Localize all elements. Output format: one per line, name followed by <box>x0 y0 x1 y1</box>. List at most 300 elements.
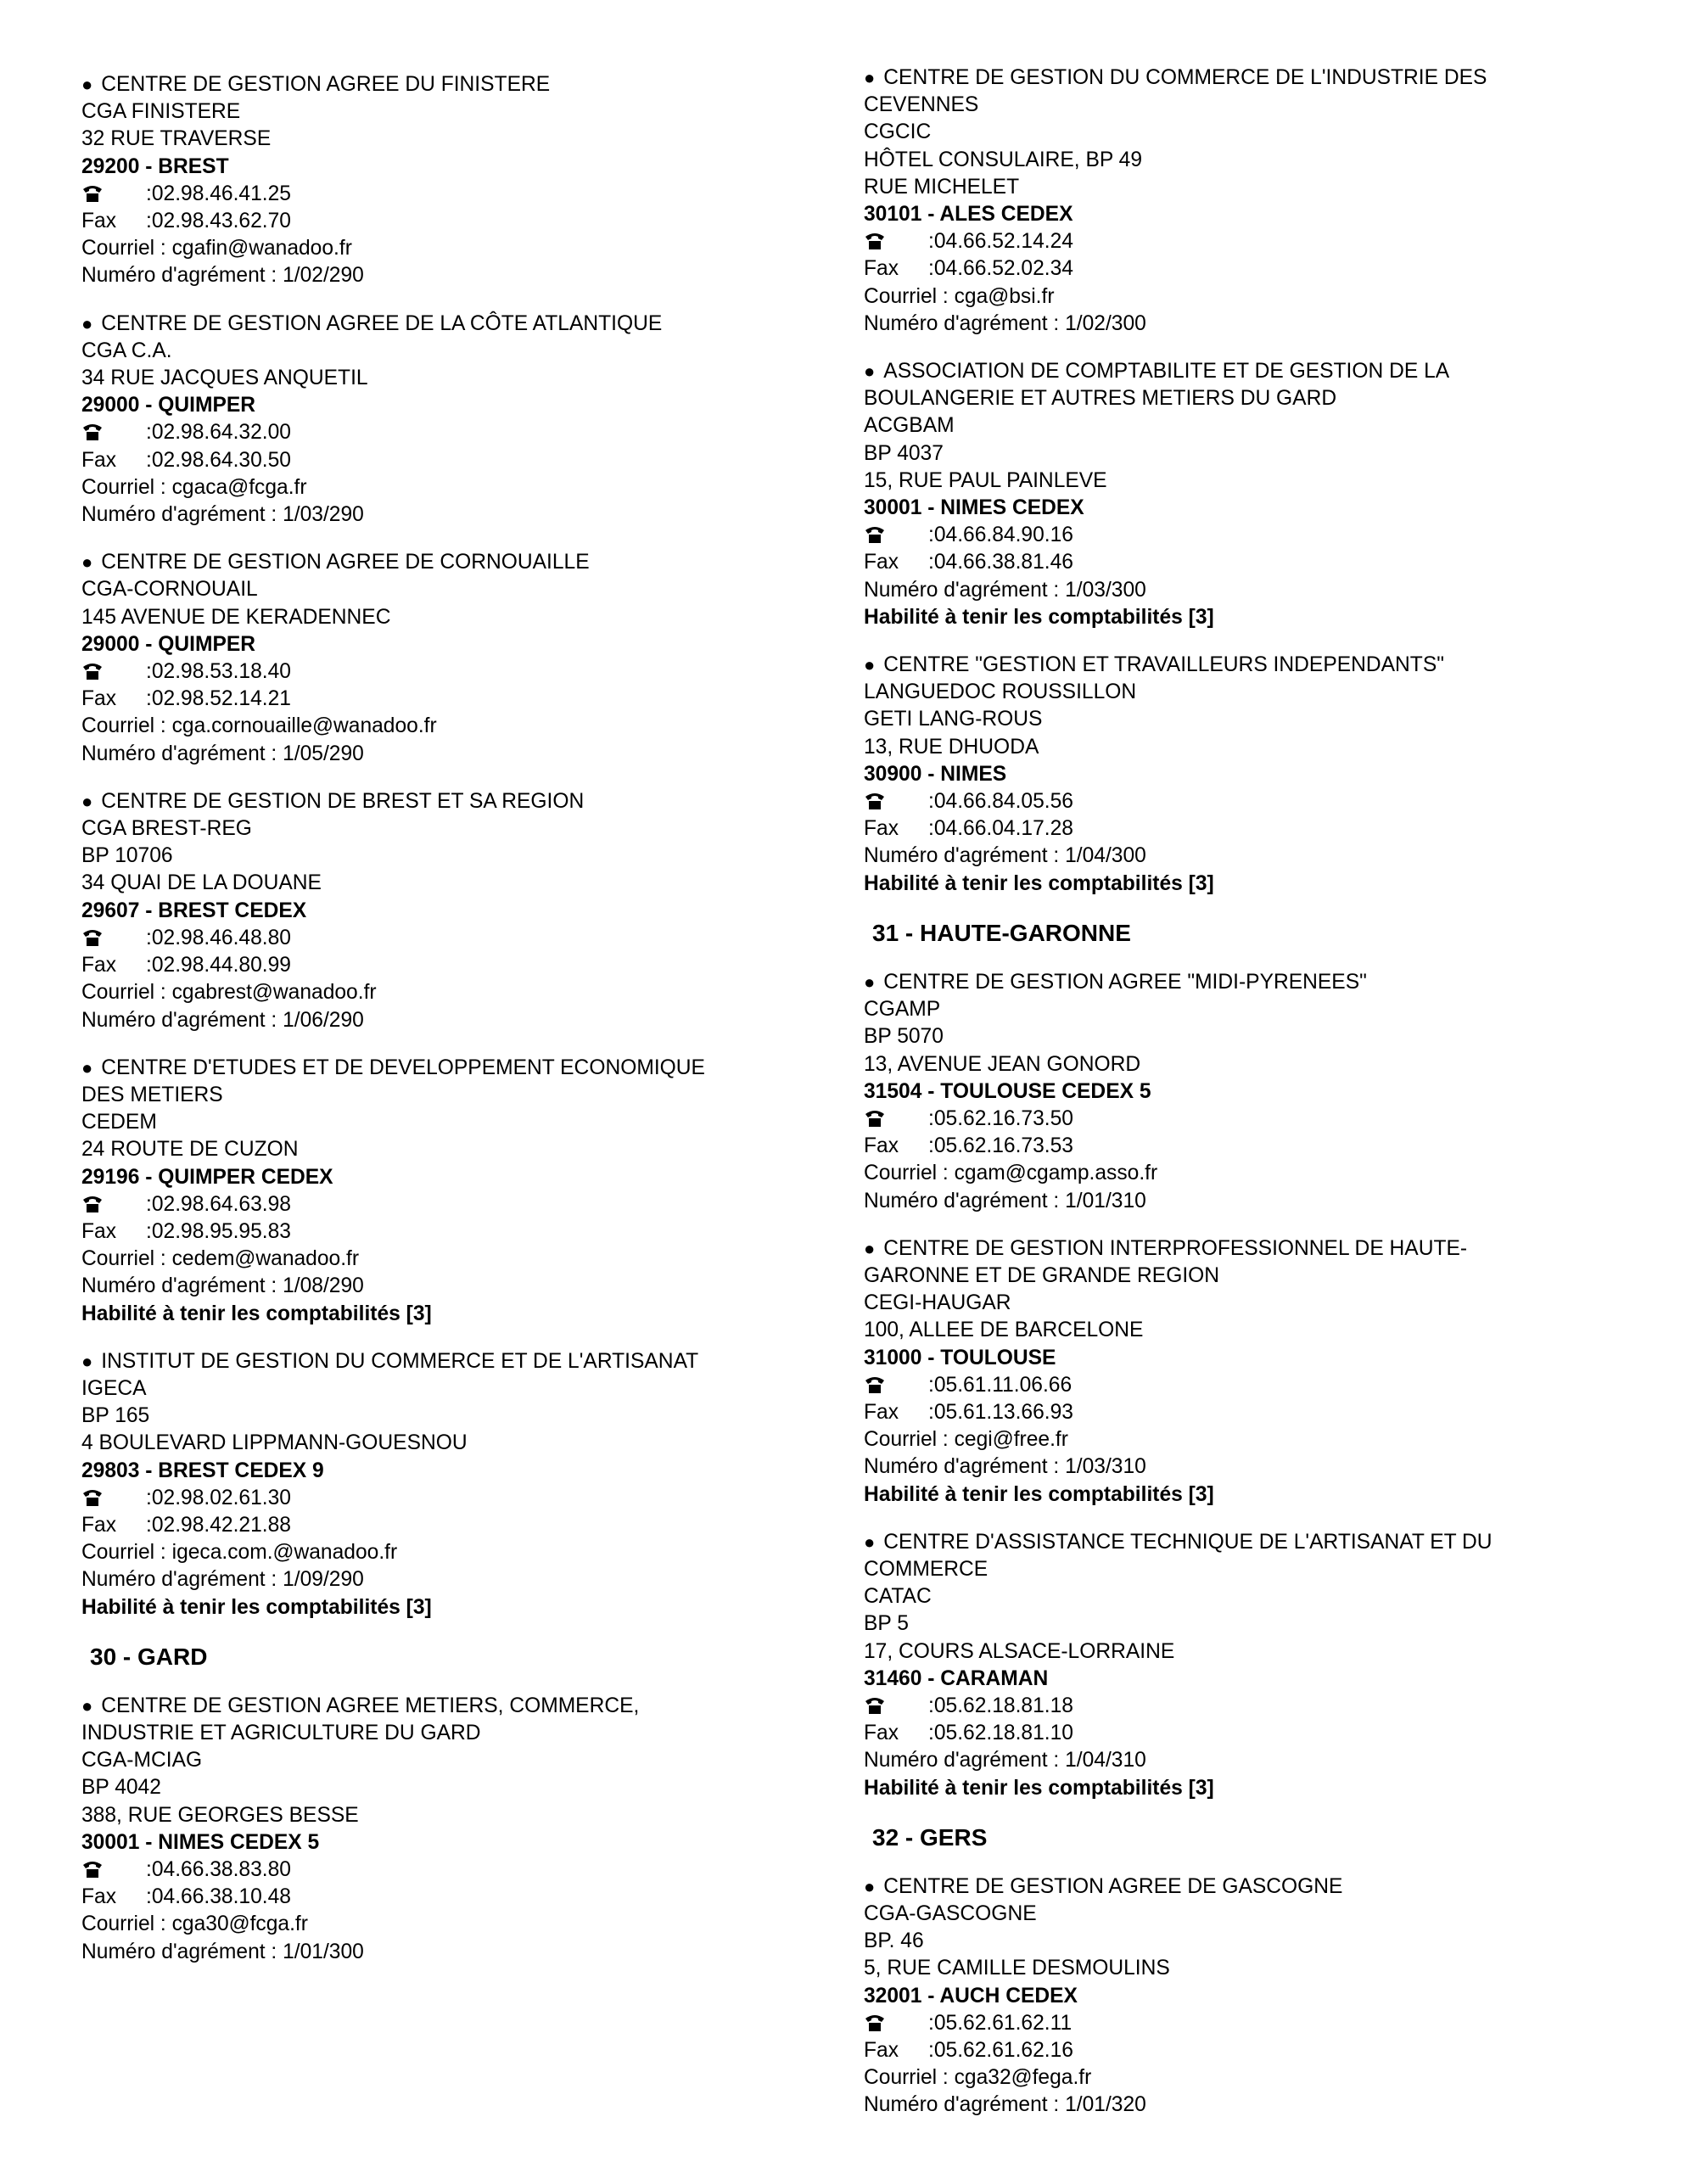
postal-city: 30101 - ALES CEDEX <box>864 203 1073 227</box>
email-address[interactable]: cgam@cgamp.asso.fr <box>954 1162 1158 1185</box>
email-row <box>81 1911 845 1938</box>
separator: : <box>928 524 934 547</box>
agrement-row <box>864 1453 1627 1481</box>
postal-city: 29200 - BREST <box>81 154 229 178</box>
agrement-label: Numéro d'agrément : <box>864 844 1066 868</box>
email-label: Courriel : <box>81 1247 172 1271</box>
address-line: CGA C.A. <box>81 339 172 362</box>
email-address[interactable]: cga@bsi.fr <box>954 284 1055 308</box>
agrement-number: 1/02/300 <box>1065 311 1146 335</box>
fax-number: 04.66.52.02.34 <box>933 257 1073 281</box>
entry-name <box>81 549 845 576</box>
separator: : <box>928 790 934 814</box>
address-line: CGA-MCIAG <box>81 1749 203 1772</box>
postal-city: 29607 - BREST CEDEX <box>81 899 307 922</box>
agrement-label: Numéro d'agrément : <box>81 1940 283 1963</box>
address-line: GETI LANG-ROUS <box>864 708 1043 731</box>
phone-number: 05.62.18.81.18 <box>933 1694 1073 1717</box>
email-address[interactable]: cgaca@fcga.fr <box>171 475 307 499</box>
entry-name <box>81 71 845 98</box>
email-row <box>81 1246 845 1273</box>
fax-label: Fax <box>864 1400 899 1424</box>
phone-row <box>864 1106 1627 1133</box>
separator: : <box>146 660 152 684</box>
email-address[interactable]: cegi@free.fr <box>954 1428 1068 1452</box>
agrement-number: 1/03/290 <box>283 503 364 527</box>
bullet-icon: ● <box>864 1531 876 1553</box>
agrement-number: 1/01/310 <box>1065 1189 1146 1212</box>
fax-label: Fax <box>81 1885 116 1909</box>
address-line: 100, ALLEE DE BARCELONE <box>864 1319 1144 1342</box>
address-line: BP 5 <box>864 1612 909 1636</box>
postal-city: 29803 - BREST CEDEX 9 <box>81 1459 324 1482</box>
directory-entry <box>864 1529 1627 1802</box>
fax-label: Fax <box>864 257 899 281</box>
postal-city: 31504 - TOULOUSE CEDEX 5 <box>864 1079 1151 1103</box>
agrement-label: Numéro d'agrément : <box>81 503 283 527</box>
entry-name-continued: COMMERCE <box>864 1557 989 1581</box>
entry-name-continued: DES METIERS <box>81 1083 223 1106</box>
agrement-row <box>81 262 845 289</box>
separator: : <box>928 257 934 281</box>
fax-row <box>864 1720 1627 1747</box>
fax-label: Fax <box>864 817 899 841</box>
right-column <box>864 64 1627 2140</box>
agrement-row <box>864 843 1627 870</box>
entry-name <box>81 311 845 338</box>
email-row <box>864 283 1627 311</box>
agrement-label: Numéro d'agrément : <box>864 311 1066 335</box>
address-line: 388, RUE GEORGES BESSE <box>81 1803 359 1827</box>
entry-name <box>81 1693 845 1720</box>
agrement-number: 1/03/300 <box>1065 578 1146 602</box>
agrement-row <box>864 577 1627 604</box>
separator: : <box>146 210 152 233</box>
agrement-label: Numéro d'agrément : <box>864 1749 1066 1772</box>
email-address[interactable]: igeca.com.@wanadoo.fr <box>171 1541 398 1565</box>
address-line: BP. 46 <box>864 1929 924 1953</box>
fax-number: 02.98.95.95.83 <box>151 1219 291 1243</box>
entry-name <box>864 358 1627 385</box>
telephone-icon <box>864 788 928 815</box>
habilitation-note: Habilité à tenir les comptabilités [3] <box>864 1776 1214 1800</box>
directory-entry <box>81 1693 845 1966</box>
telephone-icon <box>864 1693 928 1720</box>
address-line: IGECA <box>81 1376 147 1400</box>
agrement-row <box>864 1747 1627 1774</box>
entry-name-text: CENTRE DE GESTION AGREE DE GASCOGNE <box>883 1874 1343 1898</box>
habilitation-note: Habilité à tenir les comptabilités [3] <box>81 1302 432 1325</box>
directory-entry <box>81 788 845 1034</box>
address-line: BP 165 <box>81 1404 150 1428</box>
section-header: 31 - HAUTE-GARONNE <box>872 919 1131 946</box>
separator: : <box>928 2011 934 2035</box>
telephone-icon <box>864 2010 928 2037</box>
separator: : <box>928 230 934 254</box>
directory-entry <box>81 311 845 529</box>
email-label: Courriel : <box>81 1541 172 1565</box>
separator: : <box>928 817 934 841</box>
separator: : <box>928 1106 934 1130</box>
separator: : <box>146 1857 152 1881</box>
email-row <box>81 235 845 262</box>
phone-number: 04.66.38.83.80 <box>151 1857 291 1881</box>
agrement-number: 1/08/290 <box>283 1274 364 1298</box>
entry-name-text: CENTRE DE GESTION AGREE DE CORNOUAILLE <box>101 551 590 574</box>
fax-row <box>864 255 1627 283</box>
entry-name <box>81 1055 845 1082</box>
email-label: Courriel : <box>81 981 172 1005</box>
email-row <box>81 1539 845 1566</box>
email-row <box>864 1426 1627 1453</box>
agrement-label: Numéro d'agrément : <box>81 742 283 765</box>
agrement-label: Numéro d'agrément : <box>81 1274 283 1298</box>
email-label: Courriel : <box>81 1912 172 1936</box>
separator: : <box>146 182 152 205</box>
email-label: Courriel : <box>864 2066 955 2090</box>
directory-entry <box>81 71 845 290</box>
separator: : <box>146 926 152 949</box>
fax-label: Fax <box>864 2039 899 2062</box>
directory-entry <box>864 969 1627 1215</box>
entry-name-text: CENTRE DE GESTION DU COMMERCE DE L'INDUSTRIE DES <box>883 66 1487 89</box>
bullet-icon: ● <box>864 67 876 88</box>
fax-row <box>81 952 845 979</box>
address-line: CGA-GASCOGNE <box>864 1901 1037 1925</box>
phone-row <box>81 1856 845 1884</box>
fax-label: Fax <box>81 210 116 233</box>
section-header: 30 - GARD <box>90 1643 208 1670</box>
bullet-icon: ● <box>81 312 93 334</box>
email-address[interactable]: cga30@fcga.fr <box>171 1912 308 1936</box>
fax-number: 02.98.42.21.88 <box>151 1513 291 1537</box>
phone-number: 05.61.11.06.66 <box>933 1373 1073 1397</box>
fax-number: 05.62.18.81.10 <box>933 1722 1073 1745</box>
fax-row <box>81 1884 845 1911</box>
phone-number: 05.62.16.73.50 <box>933 1106 1073 1130</box>
entry-name <box>864 652 1627 679</box>
agrement-number: 1/02/290 <box>283 264 364 288</box>
directory-entry <box>81 549 845 768</box>
address-line: BP 10706 <box>81 844 173 868</box>
address-line: CEDEM <box>81 1111 157 1134</box>
email-address[interactable]: cgafin@wanadoo.fr <box>171 237 352 260</box>
agrement-row <box>81 1566 845 1593</box>
phone-row <box>81 181 845 208</box>
address-line: BP 4042 <box>81 1776 161 1800</box>
email-row <box>864 1160 1627 1187</box>
agrement-number: 1/09/290 <box>283 1568 364 1592</box>
fax-label: Fax <box>864 551 899 574</box>
phone-row <box>81 1485 845 1512</box>
separator: : <box>146 1513 152 1537</box>
fax-label: Fax <box>81 1513 116 1537</box>
fax-number: 02.98.64.30.50 <box>151 448 291 472</box>
entry-name <box>864 1529 1627 1556</box>
bullet-icon: ● <box>81 1694 93 1716</box>
address-line: 24 ROUTE DE CUZON <box>81 1138 299 1162</box>
entry-name-text: CENTRE D'ETUDES ET DE DEVELOPPEMENT ECONOMIQUE <box>101 1056 705 1079</box>
phone-number: 04.66.52.14.24 <box>933 230 1073 254</box>
phone-number: 02.98.46.48.80 <box>151 926 291 949</box>
directory-entry <box>864 652 1627 898</box>
telephone-icon <box>81 1191 146 1218</box>
entry-name <box>864 64 1627 92</box>
directory-entry <box>864 64 1627 338</box>
fax-number: 04.66.38.10.48 <box>151 1885 291 1909</box>
fax-label: Fax <box>864 1134 899 1158</box>
telephone-icon <box>864 1372 928 1399</box>
agrement-label: Numéro d'agrément : <box>864 1189 1066 1212</box>
separator: : <box>146 1192 152 1216</box>
phone-number: 02.98.02.61.30 <box>151 1486 291 1509</box>
postal-city: 31460 - CARAMAN <box>864 1666 1049 1690</box>
habilitation-note: Habilité à tenir les comptabilités [3] <box>864 605 1214 629</box>
fax-number: 05.62.61.62.16 <box>933 2039 1073 2062</box>
postal-city: 29000 - QUIMPER <box>81 394 256 417</box>
agrement-row <box>81 501 845 529</box>
phone-number: 02.98.53.18.40 <box>151 660 291 684</box>
bullet-icon: ● <box>81 552 93 574</box>
phone-number: 02.98.64.32.00 <box>151 421 291 445</box>
phone-row <box>864 1372 1627 1399</box>
agrement-number: 1/06/290 <box>283 1008 364 1032</box>
habilitation-note: Habilité à tenir les comptabilités [3] <box>81 1595 432 1619</box>
email-label: Courriel : <box>864 1162 955 1185</box>
postal-city: 30001 - NIMES CEDEX <box>864 496 1084 520</box>
email-row <box>81 713 845 740</box>
separator: : <box>146 687 152 711</box>
entry-name-text: CENTRE "GESTION ET TRAVAILLEURS INDEPENDANTS" <box>883 653 1444 677</box>
phone-row <box>81 658 845 686</box>
fax-row <box>864 1133 1627 1160</box>
bullet-icon: ● <box>81 1350 93 1372</box>
phone-row <box>864 788 1627 815</box>
postal-city: 29196 - QUIMPER CEDEX <box>81 1165 333 1189</box>
fax-number: 02.98.52.14.21 <box>151 687 291 711</box>
separator: : <box>146 448 152 472</box>
telephone-icon <box>81 1485 146 1512</box>
postal-city: 32001 - AUCH CEDEX <box>864 1984 1078 2008</box>
agrement-label: Numéro d'agrément : <box>81 1008 283 1032</box>
entry-name-text: CENTRE DE GESTION INTERPROFESSIONNEL DE HAUTE- <box>883 1236 1468 1260</box>
agrement-number: 1/04/300 <box>1065 844 1146 868</box>
separator: : <box>928 2039 934 2062</box>
fax-number: 02.98.44.80.99 <box>151 954 291 977</box>
address-line: 15, RUE PAUL PAINLEVE <box>864 468 1107 492</box>
entry-name-text: INSTITUT DE GESTION DU COMMERCE ET DE L'ARTISANAT <box>101 1349 699 1373</box>
fax-number: 02.98.43.62.70 <box>151 210 291 233</box>
entry-name-text: CENTRE DE GESTION DE BREST ET SA REGION <box>101 789 585 813</box>
entry-name-text: CENTRE DE GESTION AGREE "MIDI-PYRENEES" <box>883 970 1367 994</box>
fax-number: 04.66.04.17.28 <box>933 817 1073 841</box>
phone-number: 04.66.84.90.16 <box>933 524 1073 547</box>
email-label: Courriel : <box>81 237 172 260</box>
bullet-icon: ● <box>864 971 876 993</box>
fax-number: 05.62.16.73.53 <box>933 1134 1073 1158</box>
email-address[interactable]: cedem@wanadoo.fr <box>171 1247 360 1271</box>
email-label: Courriel : <box>864 1428 955 1452</box>
phone-row <box>864 228 1627 255</box>
address-line: BP 5070 <box>864 1025 944 1049</box>
address-line: 17, COURS ALSACE-LORRAINE <box>864 1639 1175 1663</box>
directory-entry <box>864 358 1627 631</box>
entry-name-continued: INDUSTRIE ET AGRICULTURE DU GARD <box>81 1721 481 1744</box>
left-column <box>81 71 845 1986</box>
separator: : <box>928 1694 934 1717</box>
section-header: 32 - GERS <box>872 1823 988 1851</box>
bullet-icon: ● <box>864 1875 876 1897</box>
entry-name <box>81 1348 845 1375</box>
separator: : <box>146 1885 152 1909</box>
entry-name <box>864 1235 1627 1263</box>
directory-entry <box>864 1235 1627 1509</box>
fax-number: 04.66.38.81.46 <box>933 551 1073 574</box>
agrement-number: 1/05/290 <box>283 742 364 765</box>
email-label: Courriel : <box>81 475 172 499</box>
telephone-icon <box>864 228 928 255</box>
telephone-icon <box>81 181 146 208</box>
address-line: CATAC <box>864 1585 932 1609</box>
fax-row <box>81 447 845 474</box>
address-line: 32 RUE TRAVERSE <box>81 127 272 151</box>
address-line: CGA FINISTERE <box>81 100 241 124</box>
address-line: CGAMP <box>864 998 941 1022</box>
email-address[interactable]: cgabrest@wanadoo.fr <box>171 981 377 1005</box>
habilitation-note: Habilité à tenir les comptabilités [3] <box>864 1482 1214 1506</box>
fax-label: Fax <box>81 448 116 472</box>
agrement-number: 1/04/310 <box>1065 1749 1146 1772</box>
telephone-icon <box>81 419 146 446</box>
entry-name-continued: GARONNE ET DE GRANDE REGION <box>864 1263 1220 1287</box>
separator: : <box>928 1400 934 1424</box>
entry-name-text: CENTRE DE GESTION AGREE DU FINISTERE <box>101 73 551 96</box>
habilitation-note: Habilité à tenir les comptabilités [3] <box>864 871 1214 895</box>
agrement-row <box>864 2092 1627 2119</box>
agrement-row <box>81 1273 845 1300</box>
directory-entry <box>81 1055 845 1328</box>
agrement-label: Numéro d'agrément : <box>81 264 283 288</box>
email-address[interactable]: cga.cornouaille@wanadoo.fr <box>171 714 437 738</box>
entry-name-text: ASSOCIATION DE COMPTABILITE ET DE GESTION DE LA <box>883 360 1450 384</box>
fax-label: Fax <box>864 1722 899 1745</box>
entry-name-continued: CEVENNES <box>864 93 979 117</box>
telephone-icon <box>81 925 146 952</box>
separator: : <box>928 1373 934 1397</box>
address-line: BP 4037 <box>864 441 944 465</box>
fax-row <box>81 1218 845 1246</box>
address-line: RUE MICHELET <box>864 175 1020 199</box>
separator: : <box>146 421 152 445</box>
phone-row <box>81 925 845 952</box>
agrement-row <box>81 741 845 768</box>
email-address[interactable]: cga32@fega.fr <box>954 2066 1092 2090</box>
agrement-number: 1/01/320 <box>1065 2093 1146 2117</box>
phone-row <box>864 1693 1627 1720</box>
agrement-row <box>864 311 1627 338</box>
agrement-number: 1/01/300 <box>283 1940 364 1963</box>
agrement-number: 1/03/310 <box>1065 1455 1146 1479</box>
email-label: Courriel : <box>81 714 172 738</box>
fax-number: 05.61.13.66.93 <box>933 1400 1073 1424</box>
address-line: CGA BREST-REG <box>81 817 252 841</box>
telephone-icon <box>81 658 146 686</box>
telephone-icon <box>864 1106 928 1133</box>
phone-row <box>864 522 1627 549</box>
fax-row <box>864 2037 1627 2064</box>
phone-row <box>864 2010 1627 2037</box>
entry-name <box>864 969 1627 996</box>
separator: : <box>928 1134 934 1158</box>
address-line: 13, RUE DHUODA <box>864 735 1039 759</box>
fax-label: Fax <box>81 954 116 977</box>
phone-number: 05.62.61.62.11 <box>933 2011 1073 2035</box>
bullet-icon: ● <box>864 361 876 383</box>
address-line: 13, AVENUE JEAN GONORD <box>864 1052 1141 1076</box>
address-line: CGA-CORNOUAIL <box>81 578 258 602</box>
entry-name-text: CENTRE DE GESTION AGREE DE LA CÔTE ATLANTIQUE <box>101 311 663 335</box>
separator: : <box>928 551 934 574</box>
email-row <box>81 979 845 1006</box>
address-line: 34 RUE JACQUES ANQUETIL <box>81 367 368 390</box>
entry-name <box>81 788 845 815</box>
directory-entry <box>81 1348 845 1621</box>
agrement-row <box>81 1007 845 1034</box>
address-line: CGCIC <box>864 120 932 144</box>
postal-city: 29000 - QUIMPER <box>81 632 256 656</box>
entry-name <box>864 1873 1627 1901</box>
agrement-label: Numéro d'agrément : <box>81 1568 283 1592</box>
entry-name-text: CENTRE D'ASSISTANCE TECHNIQUE DE L'ARTISANAT ET DU <box>883 1530 1493 1554</box>
bullet-icon: ● <box>81 1056 93 1078</box>
separator: : <box>928 1722 934 1745</box>
email-label: Courriel : <box>864 284 955 308</box>
phone-number: 02.98.46.41.25 <box>151 182 291 205</box>
address-line: 145 AVENUE DE KERADENNEC <box>81 605 391 629</box>
agrement-label: Numéro d'agrément : <box>864 2093 1066 2117</box>
phone-number: 02.98.64.63.98 <box>151 1192 291 1216</box>
agrement-label: Numéro d'agrément : <box>864 1455 1066 1479</box>
telephone-icon <box>81 1856 146 1884</box>
bullet-icon: ● <box>81 74 93 95</box>
address-line: ACGBAM <box>864 414 955 438</box>
address-line: 4 BOULEVARD LIPPMANN-GOUESNOU <box>81 1431 468 1455</box>
separator: : <box>146 1219 152 1243</box>
postal-city: 30900 - NIMES <box>864 762 1007 786</box>
address-line: CEGI-HAUGAR <box>864 1291 1011 1315</box>
email-row <box>81 474 845 501</box>
fax-row <box>81 686 845 713</box>
address-line: HÔTEL CONSULAIRE, BP 49 <box>864 148 1143 171</box>
fax-row <box>864 1399 1627 1426</box>
bullet-icon: ● <box>864 1237 876 1259</box>
fax-row <box>864 815 1627 843</box>
entry-name-continued: LANGUEDOC ROUSSILLON <box>864 680 1137 704</box>
bullet-icon: ● <box>81 790 93 812</box>
agrement-label: Numéro d'agrément : <box>864 578 1066 602</box>
phone-number: 04.66.84.05.56 <box>933 790 1073 814</box>
entry-name-text: CENTRE DE GESTION AGREE METIERS, COMMERCE, <box>101 1694 640 1717</box>
phone-row <box>81 419 845 446</box>
fax-label: Fax <box>81 1219 116 1243</box>
address-line: 34 QUAI DE LA DOUANE <box>81 871 322 895</box>
agrement-row <box>81 1939 845 1966</box>
fax-row <box>81 1512 845 1539</box>
agrement-row <box>864 1188 1627 1215</box>
phone-row <box>81 1191 845 1218</box>
email-row <box>864 2064 1627 2092</box>
separator: : <box>146 1486 152 1509</box>
